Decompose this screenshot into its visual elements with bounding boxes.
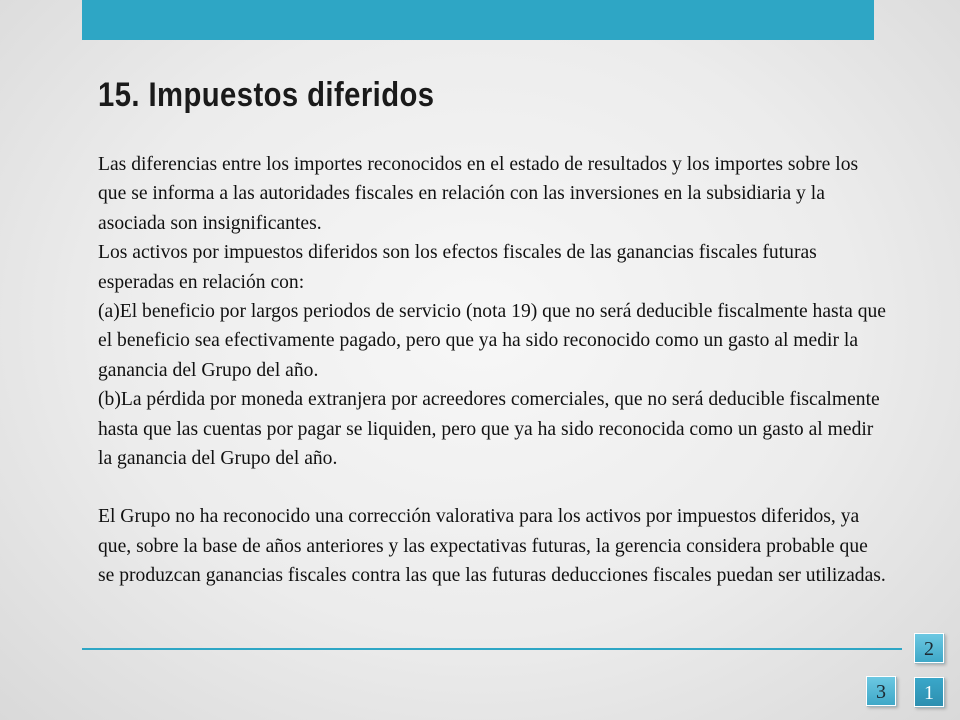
body-paragraph: (b)La pérdida por moneda extranjera por acreedores comerciales, que no será deducible fiscalmente hasta que las cuentas por pagar se liquiden, pero que ya ha sido reconocida como un gasto al medir la ganancia del Grupo del año. (98, 389, 880, 470)
body-paragraph: (a)El beneficio por largos periodos de servicio (nota 19) que no será deducible fiscalmente hasta que el beneficio sea efectivamente pagado, pero que ya ha sido reconocido como un gasto al medir la ganancia del Grupo del año. (98, 301, 886, 381)
nav-button-2[interactable]: 2 (914, 633, 944, 663)
footer-divider (82, 648, 902, 650)
header-accent-bar (82, 0, 874, 40)
body-paragraph: El Grupo no ha reconocido una corrección valorativa para los activos por impuestos diferidos, ya que, sobre la base de años anteriores y las expectativas futuras, la gerencia considera probable que se produzcan ganancias fiscales contra las que las futuras deducciones fiscales puedan ser utilizadas. (98, 506, 886, 587)
body-paragraph: Los activos por impuestos diferidos son los efectos fiscales de las ganancias fiscales futuras esperadas en relación con: (98, 242, 817, 293)
slide-body (98, 150, 888, 591)
body-paragraph: Las diferencias entre los importes reconocidos en el estado de resultados y los importes sobre los que se informa a las autoridades fiscales en relación con las inversiones en la subsidiaria y la asociada son insignificantes. (98, 154, 859, 234)
nav-button-1[interactable]: 1 (914, 677, 944, 707)
nav-button-3[interactable]: 3 (866, 676, 896, 706)
slide-title: 15. Impuestos diferidos (98, 76, 435, 114)
